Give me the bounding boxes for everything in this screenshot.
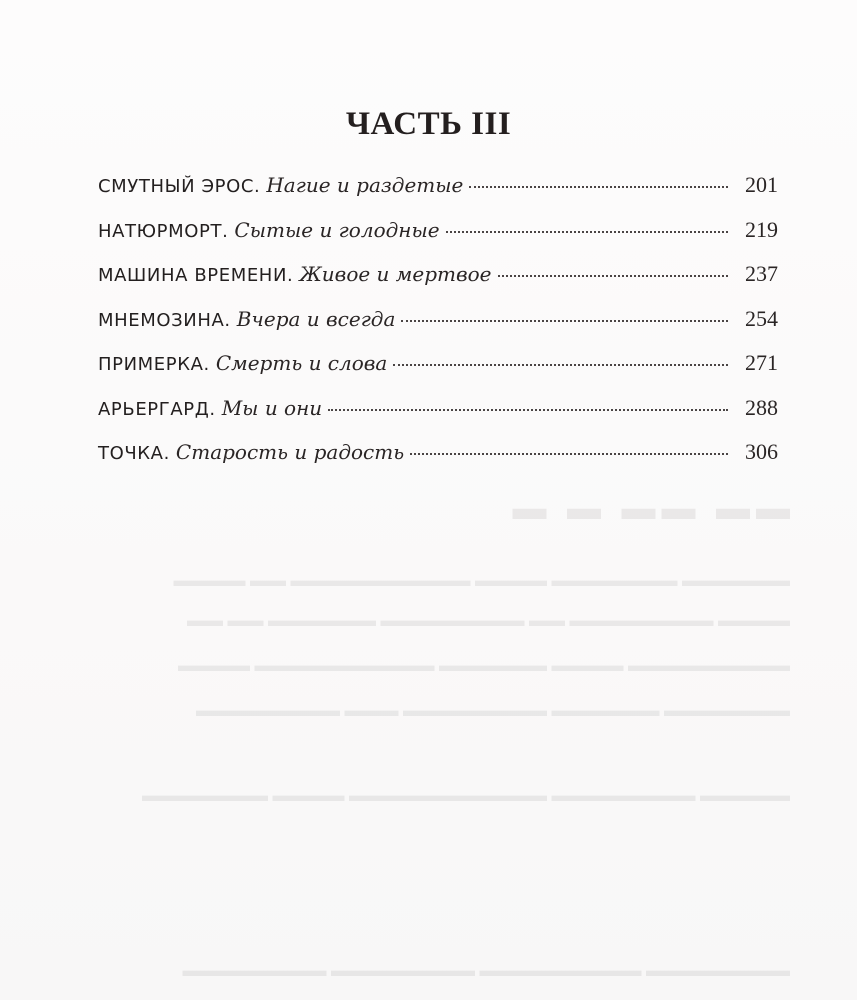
dot-leader [410,453,728,455]
chapter-title: СМУТНЫЙ ЭРОС. [98,176,261,197]
page-number: 306 [745,439,778,464]
dot-leader [446,231,728,233]
page-number: 237 [745,261,778,286]
bleed-through-text: ▬▬▬▬▬▬▬▬▬ ▬▬▬▬ ▬▬▬▬▬▬ ▬▬▬▬▬▬▬▬▬▬ ▬▬▬▬ [178,655,790,675]
dot-leader [401,320,728,322]
bleed-through-text: ▬▬▬▬▬ ▬▬▬▬▬▬▬▬ ▬▬▬▬▬▬▬▬▬▬▬ ▬▬▬▬ ▬▬▬▬▬▬▬ [142,785,790,805]
chapter-title: АРЬЕРГАРД. [98,398,216,420]
chapter-subtitle: Живое и мертвое [299,262,492,286]
page-number: 219 [745,216,778,242]
chapter-subtitle: Мы и они [221,395,323,420]
chapter-subtitle: Вчера и всегда [236,306,396,331]
dot-leader [498,275,729,277]
bleed-through-text: ▬▬▬▬ ▬▬▬▬▬▬▬▬ ▬▬ ▬▬▬▬▬▬▬▬ ▬▬▬▬▬▬ ▬▬ ▬▬ [187,610,790,630]
table-of-contents [98,174,778,486]
chapter-subtitle: Сытые и голодные [234,217,440,242]
page-number: 201 [745,172,778,197]
page-number: 288 [745,394,778,420]
bleed-through-text: ▬▬ ▬▬ ▬ ▬ [506,490,790,527]
chapter-title: НАТЮРМОРТ. [98,220,229,242]
chapter-title: МНЕМОЗИНА. [98,309,231,331]
toc-entry[interactable] [98,263,778,308]
chapter-title: ПРИМЕРКА. [98,354,210,375]
chapter-title: ТОЧКА. [98,443,170,464]
dot-leader [328,409,728,411]
bleed-through-text: ▬▬▬▬▬▬▬▬ ▬▬▬▬▬▬▬▬▬ ▬▬▬▬▬▬▬▬ ▬▬▬▬▬▬▬▬ [182,960,790,980]
dot-leader [469,186,728,188]
chapter-title: МАШИНА ВРЕМЕНИ. [98,265,294,286]
chapter-subtitle: Смерть и слова [215,351,388,375]
page-number: 254 [745,305,778,331]
toc-entry[interactable] [98,394,778,442]
bleed-through-text: ▬▬▬▬▬▬▬ ▬▬▬▬▬▬ ▬▬▬▬▬▬▬▬ ▬▬▬ ▬▬▬▬▬▬▬▬ [196,700,790,720]
bleed-through-text: ▬▬▬▬▬▬ ▬▬▬▬▬▬▬ ▬▬▬▬ ▬▬▬▬▬▬▬▬▬▬ ▬▬ ▬▬▬▬ [173,570,790,590]
toc-entry[interactable] [98,441,778,486]
toc-entry[interactable] [98,305,778,353]
toc-entry[interactable] [98,174,778,219]
toc-entry[interactable] [98,216,778,264]
part-heading: ЧАСТЬ III [345,106,512,142]
toc-entry[interactable] [98,352,778,397]
chapter-subtitle: Старость и радость [175,440,405,464]
dot-leader [393,364,728,366]
chapter-subtitle: Нагие и раздетые [266,173,464,197]
page-number: 271 [745,350,778,375]
